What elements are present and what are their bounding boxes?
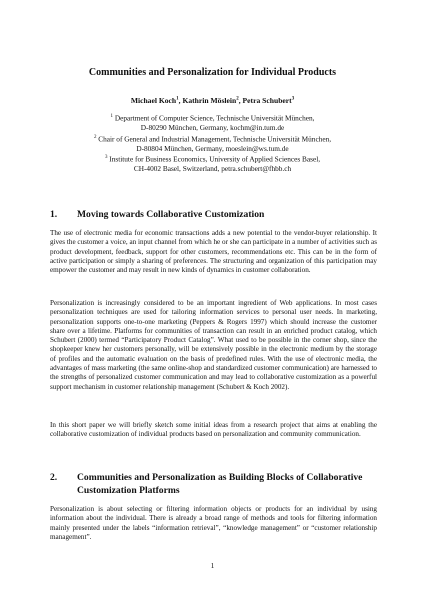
affiliation-text: Chair of General and Industrial Management, Technische Universität München,: [98, 134, 332, 144]
author-mark: 1: [176, 96, 179, 102]
author-mark: 3: [291, 96, 295, 102]
body-paragraph: The use of electronic media for economic transactions adds a new potential to the vendor-buyer relationship. It gives the customer a voice, an input channel from which he or she can participate in a number of activities such as product development, feedback, support for other customers, recommendations etc. This can be in the form of active participation or simply a sharing of preferences. The structuring and organization of this participation may empower the customer and may result in new kinds of dynamics in customer collaboration.: [50, 229, 377, 275]
affiliation-line: [0, 112, 425, 123]
author-list: [0, 96, 425, 105]
affiliation-mark: 2: [93, 134, 97, 140]
body-paragraph: Personalization is increasingly considered to be an important ingredient of Web applications. In most cases personalization techniques are used for tailoring information services to personal user needs. In marketing, personalization supports one-to-one marketing (Peppers & Rogers 1997) which should increase the customer share over a lifetime. Platforms for communities of transaction can result in an enriched product catalog, which Schubert (2000) termed “Participatory Product Catalog”. What used to be possible in the corner shop, since the shopkeeper knew her customers personally, will be extensively possible in the electronic medium by the storage of profiles and the automatic evaluation on the basis of predefined rules. With the use of electronic media, the advantages of mass marketing (the same online-shop and standardized customer communication) are harnessed to the strengths of personalized customer communication and may lead to collaborative customization as a powerful support mechanism in customer relationship management (Schubert & Koch 2002).: [50, 299, 377, 391]
section-number: 1.: [50, 209, 58, 220]
paper-title: Communities and Personalization for Individual Products: [88, 67, 337, 78]
body-paragraph: In this short paper we will briefly sketch some initial ideas from a research project that aims at enabling the collaborative customization of individual products based on personalization and community communication.: [50, 421, 377, 439]
affiliation-line: [0, 153, 425, 164]
section-title: Communities and Personalization as Building Blocks of Collaborative Customization Platforms: [77, 472, 363, 496]
affiliation-mark: 1: [110, 114, 114, 119]
affiliation-text: Department of Computer Science, Technische Universität München,: [114, 113, 315, 123]
author-name: Michael Koch: [130, 96, 177, 105]
affiliation-line: CH-4002 Basel, Switzerland, petra.schubert@fhbb.ch: [133, 164, 292, 174]
affiliation-line: D-80290 München, Germany, kochm@in.tum.de: [140, 123, 285, 133]
affiliation-line: [0, 133, 425, 144]
page-number: 1: [210, 561, 215, 570]
affiliation-text: Institute for Business Economics, University of Applied Sciences Basel,: [109, 154, 321, 164]
author-name: Petra Schubert: [242, 96, 292, 105]
author-separator: ,: [178, 96, 183, 105]
author-name: Kathrin Möslein: [182, 96, 237, 105]
affiliation-list: [0, 112, 425, 174]
section-number: 2.: [50, 472, 58, 483]
affiliation-line: D-80804 München, Germany, moeslein@ws.tum.de: [136, 143, 289, 153]
author-mark: 2: [236, 96, 239, 102]
body-paragraph: Personalization is about selecting or filtering information objects or products for an individual by using information about the individual. There is already a broad range of methods and tools for filtering information mainly presented under the labels “information retrieval”, “knowledge management” or “customer relationship management”.: [50, 505, 377, 541]
author-separator: ,: [238, 96, 243, 105]
affiliation-mark: 3: [104, 155, 108, 161]
section-title: Moving towards Collaborative Customization: [77, 209, 265, 220]
